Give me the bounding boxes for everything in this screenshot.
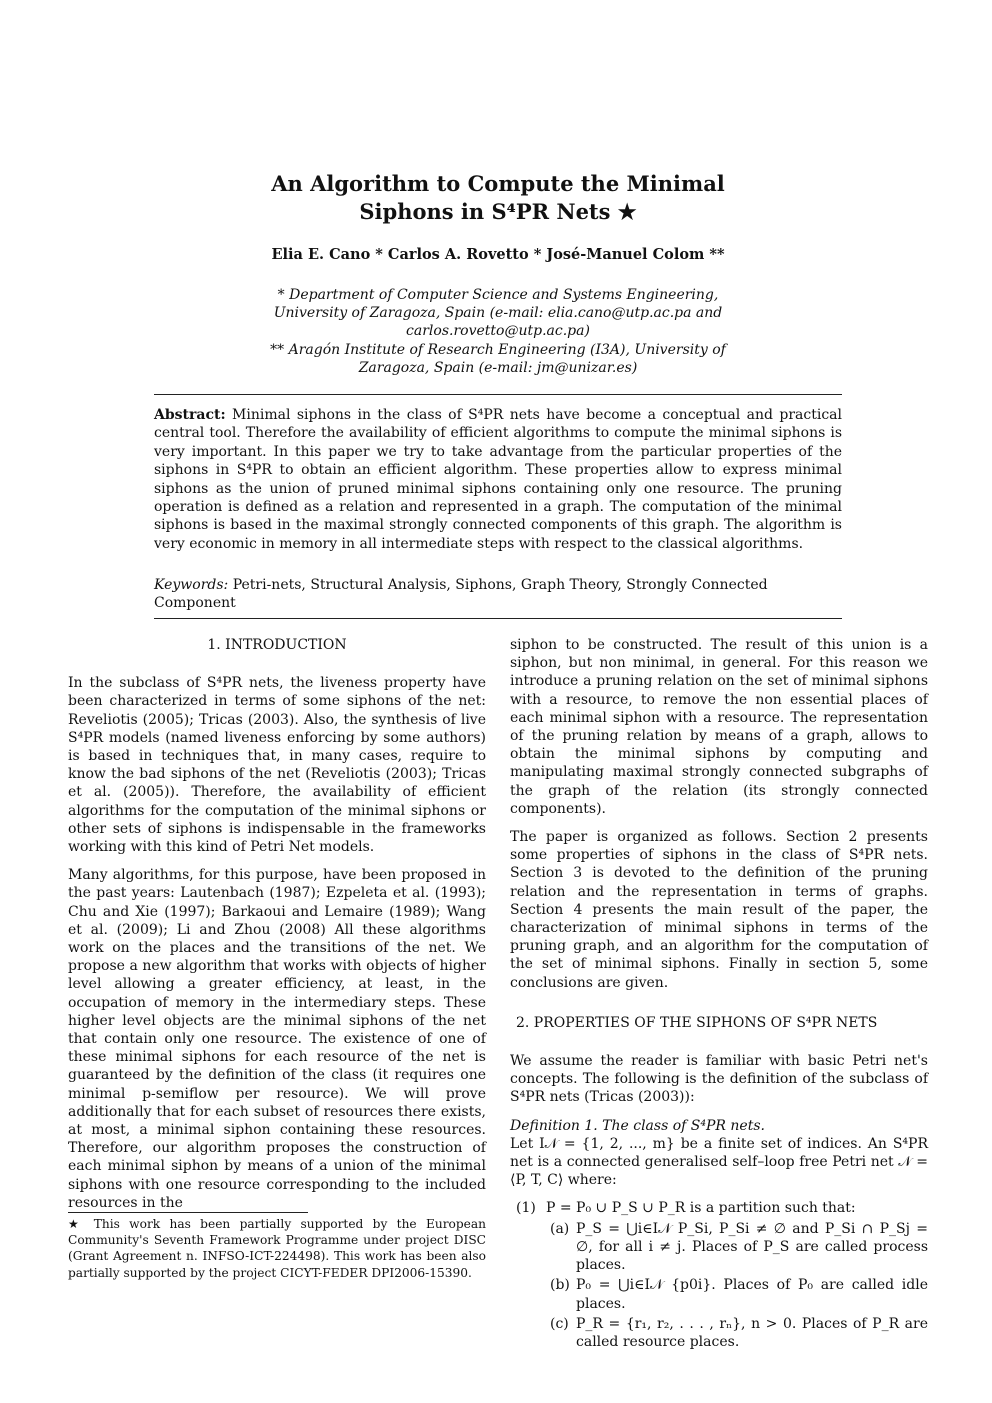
footnote: ★ This work has been partially supported by the European Community's Seventh Framework Programme under project DISC (Grant Agreement n. INFSO-ICT-224498). This work has been also partially supported by the project CICYT-FEDER DPI2006-15390. xyxy=(68,1217,486,1280)
abstract-text: Minimal siphons in the class of S⁴PR nets have become a conceptual and practical central tool. Therefore the availability of efficient algorithms to compute the minimal siphons is very important. In this paper we try to take advantage from the particular properties of the siphons in S⁴PR to obtain an efficient algorithm. These properties allow to express minimal siphons as the union of pruned minimal siphons containing only one resource. The pruning operation is defined as a relation and represented in a graph. The computation of the minimal siphons is based in the maximal strongly connected components of this graph. The algorithm is very economic in memory in all intermediate steps with respect to the classical algorithms. xyxy=(154,407,842,552)
affiliation-line: carlos.rovetto@utp.ac.pa) xyxy=(406,323,590,340)
bottom-divider xyxy=(154,618,842,619)
sub-list-item xyxy=(546,1220,928,1275)
abstract-label: Abstract: xyxy=(154,407,226,423)
affiliation-line: ** Aragón Institute of Research Engineering (I3A), University of xyxy=(270,341,726,358)
keywords-text: Petri-nets, Structural Analysis, Siphons, Graph Theory, Strongly Connected Component xyxy=(154,577,768,612)
definition-list xyxy=(516,1199,928,1351)
title-line-2: Siphons in S⁴PR Nets ★ xyxy=(359,199,637,224)
affiliation-line: University of Zaragoza, Spain (e-mail: elia.cano@utp.ac.pa and xyxy=(273,305,723,322)
list-number: (a) xyxy=(550,1220,570,1237)
list-text: P = P₀ ∪ P_S ∪ P_R is a partition such that: xyxy=(546,1200,856,1217)
list-number: (1) xyxy=(516,1200,536,1217)
sub-list-item xyxy=(546,1315,928,1351)
paragraph: Many algorithms, for this purpose, have been proposed in the past years: Lautenbach (1987); Ezpeleta et al. (1993); Chu and Xie (1997); Barkaoui and Lemaire (1989); Wang et al. (2009); Li and Zhou (2008) All these algorithms work on the places and the transitions of the net. We propose a new algorithm that works with objects of higher level allowing a greater efficiency, at least, in the occupation of memory in the intermediary steps. These higher level objects are the minimal siphons of the net that contain only one resource. The existence of one of these minimal siphons for each resource of the net is guaranteed by the definition of the class (it requires one minimal p-semiflow per resource). We will prove additionally that for each subset of resources there exists, at most, a minimal siphon containing these resources. Therefore, our algorithm proposes the construction of each minimal siphon by means of a union of the minimal siphons with one resource corresponding to the included resources in the xyxy=(68,867,486,1211)
footnote-divider xyxy=(68,1212,308,1213)
keywords-label: Keywords: xyxy=(154,577,229,593)
list-number: (c) xyxy=(550,1315,569,1332)
paragraph: The paper is organized as follows. Section 2 presents some properties of siphons in the class of S⁴PR nets. Section 3 is devoted to the definition of the pruning relation and the representation in terms of graphs. Section 4 presents the main result of the paper, the characterization of minimal siphons in terms of the pruning graph, and an algorithm for the computation of the set of minimal siphons. Finally in section 5, some conclusions are given. xyxy=(510,829,928,991)
paragraph: In the subclass of S⁴PR nets, the liveness property have been characterized in terms of some siphons of the net: Reveliotis (2005); Tricas (2003). Also, the synthesis of live S⁴PR models (named liveness enforcing by some authors) is based in techniques that, in many cases, require to know the bad siphons of the net (Reveliotis (2003); Tricas et al. (2005)). Therefore, the availability of efficient algorithms for the computation of the minimal siphons or other sets of siphons is indispensable in the frameworks working with this kind of Petri Net models. xyxy=(68,675,486,856)
list-text: P_R = {r₁, r₂, . . . , rₙ}, n > 0. Places of P_R are called resource places. xyxy=(576,1315,928,1350)
paragraph: We assume the reader is familiar with basic Petri net's concepts. The following is the definition of the subclass of S⁴PR nets (Tricas (2003)): xyxy=(510,1053,928,1106)
list-number: (b) xyxy=(550,1277,570,1294)
keywords xyxy=(154,576,842,613)
sub-list-item xyxy=(546,1276,928,1312)
list-text: P₀ = ⋃i∈I𝒩 {p0i}. Places of P₀ are called idle places. xyxy=(576,1277,928,1312)
abstract xyxy=(154,406,842,553)
paper-title xyxy=(180,170,816,226)
list-text: P_S = ⋃i∈I𝒩 P_Si, P_Si ≠ ∅ and P_Si ∩ P_Sj = ∅, for all i ≠ j. Places of P_S are called process places. xyxy=(576,1220,928,1274)
section-heading: 2. PROPERTIES OF THE SIPHONS OF S⁴PR NETS xyxy=(516,1014,878,1031)
top-divider xyxy=(154,394,842,395)
affiliations xyxy=(255,286,741,377)
author-list: Elia E. Cano * Carlos A. Rovetto * José-Manuel Colom ** xyxy=(271,246,725,263)
left-column xyxy=(68,636,486,1222)
section-heading: 1. INTRODUCTION xyxy=(207,637,347,653)
affiliation-line: Zaragoza, Spain (e-mail: jm@unizar.es) xyxy=(358,359,638,376)
definition-text: Let I𝒩 = {1, 2, ..., m} be a finite set of indices. An S⁴PR net is a connected generalised self–loop free Petri net 𝒩 = ⟨P, T, C⟩ where: xyxy=(510,1135,928,1189)
affiliation-line: * Department of Computer Science and Systems Engineering, xyxy=(277,287,719,303)
right-column xyxy=(510,636,928,1353)
definition-label: Definition 1. The class of S⁴PR nets. xyxy=(510,1117,765,1134)
list-item xyxy=(516,1199,928,1217)
title-line-1: An Algorithm to Compute the Minimal xyxy=(271,171,725,196)
paragraph: siphon to be constructed. The result of this union is a siphon, but non minimal, in general. For this reason we introduce a pruning relation on the set of minimal siphons with a resource, to remove the non essential places of each minimal siphon with a resource. The representation of the pruning relation by means of a graph, allows to obtain the minimal siphons by computing and manipulating maximal strongly connected subgraphs of the graph of the relation (its strongly connected components). xyxy=(510,637,928,817)
